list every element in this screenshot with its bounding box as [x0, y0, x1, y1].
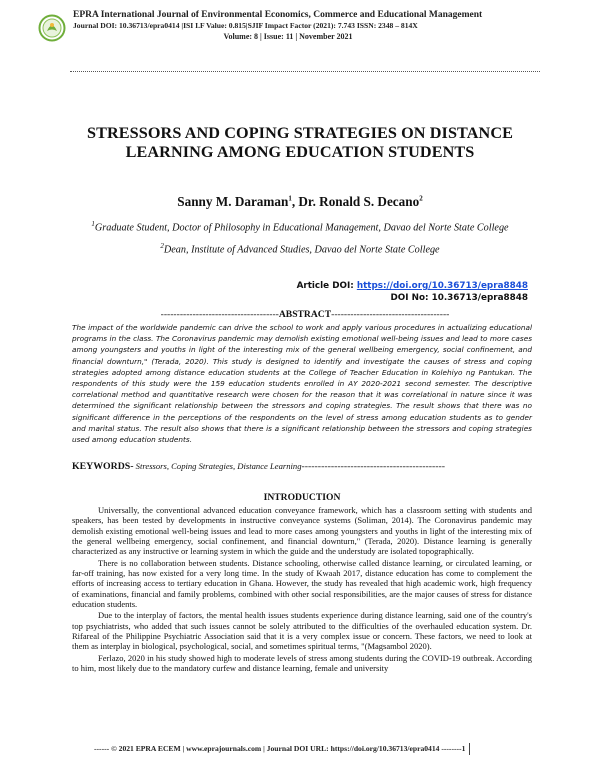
page-number: 1 [461, 743, 466, 753]
author-list [40, 194, 560, 210]
affiliation-1 [20, 220, 580, 233]
abstract-label: ABSTRACT [278, 309, 332, 320]
section-title-introduction: INTRODUCTION [263, 492, 341, 503]
keywords-label: KEYWORDS- [72, 461, 134, 472]
footer-text: ------ © 2021 EPRA ECEM | www.eprajournals.com | Journal DOI URL: https://doi.org/10.36713/epra0414 -------- [94, 743, 462, 753]
author-separator: , [291, 194, 299, 209]
article-doi [128, 281, 528, 291]
doi-number: DOI No: 10.36713/epra8848 [390, 293, 528, 303]
header-text [73, 10, 563, 42]
paper-title [40, 124, 560, 162]
affiliation-1-mark: 1 [91, 220, 95, 228]
introduction-body [72, 505, 532, 675]
abstract-dashes-left: ------------------------------------- [160, 309, 279, 320]
affiliation-2-text: Dean, Institute of Advanced Studies, Davao del Norte State College [163, 244, 440, 256]
footer-bar [469, 743, 470, 755]
abstract-dashes-right: ------------------------------------- [331, 309, 450, 320]
journal-meta: Journal DOI: 10.36713/epra0414 |ISI I.F Value: 0.815|SJIF Impact Factor (2021): 7.743 ISSN: 2348 – 814X [73, 21, 418, 30]
paragraph: Ferlazo, 2020 in his study showed high to moderate levels of stress among students during the COVID-19 outbreak. According to him, most likely due to the mandatory curfew and distance learning, female and university [72, 652, 532, 674]
affiliation-1-text: Graduate Student, Doctor of Philosophy in Educational Management, Davao del Norte State College [94, 222, 509, 234]
paragraph: Due to the interplay of factors, the mental health issues students experience during distance learning, said one of the country's top psychiatrists, who added that such issues cannot be solely attributed to the difficulties of the overhauled education system. Dr. Rifareal of the Philippine Psychiatric Association said that it is a very complex issue or concern. These factors, we need to look at them as interplay in biological, psychological, social, and sometimes spiritual terms, "(Magsambol 2020). [72, 610, 532, 652]
journal-name: EPRA International Journal of Environmental Economics, Commerce and Educational Management [73, 10, 483, 20]
article-doi-link[interactable]: https://doi.org/10.36713/epra8848 [356, 281, 528, 291]
journal-logo-icon [38, 14, 66, 42]
paragraph: Universally, the conventional advanced education conveyance framework, which has a classroom setting with students and speakers, has been tested by developments in instructive conveyance systems (Soliman, 2014). The Coronavirus pandemic may demolish existing emotional well-being issues and lead to more cases among youngsters and youths in light of the interesting mix of the general wellbeing emergency, social confinement, and financial downturn," (Terada, 2020). Distance learning is generally characterized as any instructive or learning system in which the guide and the understudy are isolated topographically. [72, 505, 532, 557]
affiliation-2-mark: 2 [160, 242, 164, 250]
header-divider [70, 71, 540, 72]
author-2: Dr. Ronald S. Decano [298, 194, 420, 209]
page-footer [94, 743, 534, 755]
affiliation-2 [20, 242, 580, 255]
author-2-mark: 2 [419, 194, 423, 203]
keywords [72, 461, 542, 472]
title-line-2: LEARNING AMONG EDUCATION STUDENTS [125, 143, 475, 161]
abstract-text: The impact of the worldwide pandemic can drive the school to work and apply various procedures in actualizing educational programs in the class. The Coronavirus pandemic may demolish existing emotional well-being issues and lead to more cases among youngsters and youths in light of the interesting mix of the general wellbeing emergency, social confinement, and financial downturn," (Terada, 2020). This study is designed to identify and investigate the causes of stress and coping strategies adopted among distance education students at the College of Teacher Education in Kolehiyo ng Pantukan. The respondents of this study were the 159 education students enrolled in AY 2020-2021 second semester. The descriptive correlational method and quantitative research were chosen for the reason that it was correlational in nature since it was determined the significant relationship between the stressors and coping strategies. The result shows that there was no significant difference in the perceptions of the respondents on the level of stress among education students as to gender and marital status. The result also shows that there is a significant relationship between the stressors and coping strategies used among education students. [72, 323, 532, 445]
author-1: Sanny M. Daraman [177, 194, 289, 209]
journal-header [36, 8, 566, 68]
keywords-text: Stressors, Coping Strategies, Distance Learning [133, 461, 302, 471]
author-1-mark: 1 [288, 194, 292, 203]
paragraph: There is no collaboration between students. Distance schooling, otherwise called distance learning, or circulated learning, or far-off training, has now existed for a very long time. In the study of Kwaah 2017, distance education has come to complement the efforts of increasing access to tertiary education in Ghana. However, the study has revealed that high academic work, high frequency of examinations, financial and family problems, combined with other social responsibilities, are the major causes of stress for distance education students. [72, 557, 532, 609]
journal-issue: Volume: 8 | Issue: 11 | November 2021 [223, 32, 353, 41]
abstract-heading [70, 309, 540, 320]
title-line-1: STRESSORS AND COPING STRATEGIES ON DISTANCE [86, 124, 514, 142]
article-doi-label: Article DOI: [296, 281, 357, 291]
keywords-dashes: -------------------------------------------- [301, 461, 446, 472]
